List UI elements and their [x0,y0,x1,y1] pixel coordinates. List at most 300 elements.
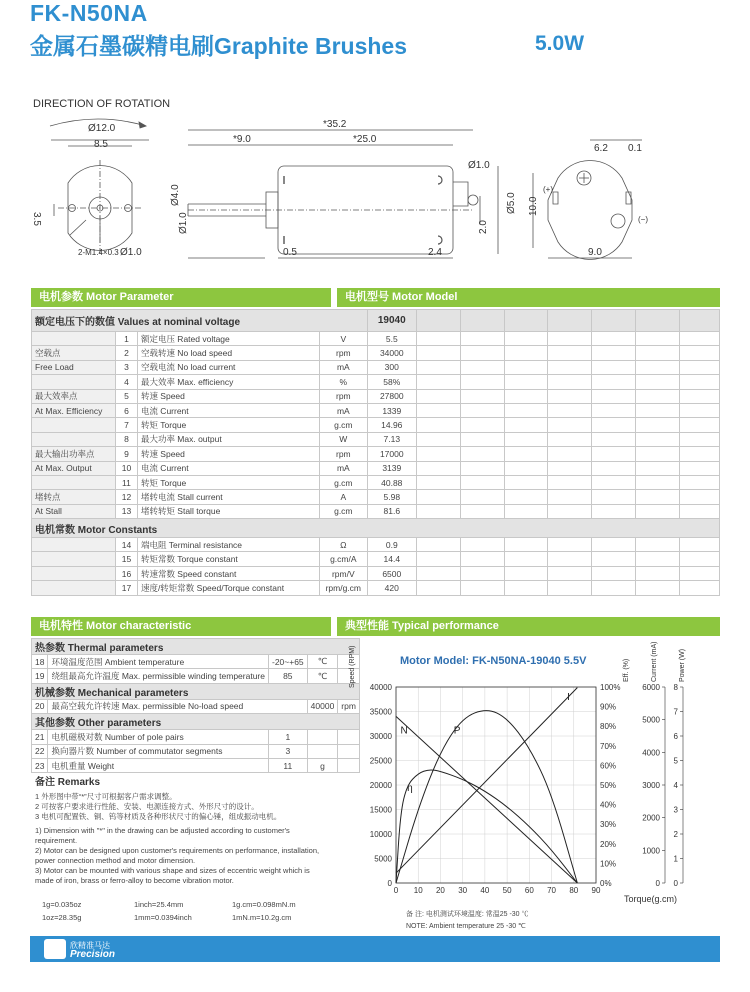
row-value: 81.6 [367,504,416,518]
speed-tick-label: 40000 [369,683,392,692]
row-group: At Max. Output [32,461,116,475]
empty-cell [636,581,680,595]
row-value: 7.13 [367,432,416,446]
series-line-eff [396,770,577,883]
nominal-header-row [32,310,720,332]
row-group: 最大效率点 [32,389,116,403]
unit-conv: 1g=0.035oz [42,900,82,909]
row-group: 最大输出功率点 [32,447,116,461]
empty-cell [504,375,548,389]
remark-en-1: 1) Dimension with "*" in the drawing can be adjusted according to customer's requirement. [35,826,290,845]
row-value: 14.4 [367,552,416,566]
row-number: 15 [115,552,137,566]
row-value: 1 [268,730,307,744]
empty-cell [416,447,460,461]
chart-ticks [370,683,679,895]
empty-cell [592,360,636,374]
dim-label: *9.0 [233,134,251,145]
current-tick-label: 3000 [642,781,660,790]
characteristic-row [32,655,360,669]
row-group [32,581,116,595]
motor-parameter-table [31,309,720,596]
empty-cell [592,504,636,518]
row-number: 8 [115,432,137,446]
empty-cell [460,375,504,389]
other-header: 其他参数 Other parameters [32,714,360,730]
parameter-row [32,360,720,374]
row-group [32,332,116,346]
constant-row [32,552,720,566]
x-tick-label: 40 [480,886,490,895]
row-name: 空载转速 No load speed [137,346,319,360]
empty-cell [636,332,680,346]
chart-note-cn: 备 注: 电机测试环境温度: 常温25 -30 ℃ [406,911,529,918]
row-value: 0.9 [367,538,416,552]
empty-cell [636,447,680,461]
row-number: 12 [115,490,137,504]
row-value: 5.5 [367,332,416,346]
row-value: 300 [367,360,416,374]
empty-cell [416,490,460,504]
speed-tick-label: 30000 [369,732,392,741]
chart-grid [396,687,596,883]
eff-tick-label: 20% [600,839,617,849]
empty-cell [416,552,460,566]
empty-cell [636,504,680,518]
row-number: 6 [115,403,137,417]
remark-en-2: 2) Motor can be designed upon customer's requirements on performance, installation, power connection method and motor dimension. [35,846,320,865]
terminal [453,182,468,206]
y-axis-label-power: Power (W) [679,648,686,682]
speed-tick-label: 35000 [369,707,392,717]
logo-text-cn: 欣精准马达 [70,941,110,950]
row-value: 5.98 [367,490,416,504]
empty-cell [592,418,636,432]
row-unit: mA [319,360,367,374]
parameter-row [32,432,720,446]
logo-text-en: Precision [70,949,116,960]
row-value: 17000 [367,447,416,461]
row-name: 电流 Current [137,403,319,417]
speed-tick-label: 15000 [369,805,392,815]
row-unit: V [319,332,367,346]
empty-cell [416,418,460,432]
row-value: -20~+65 [268,655,307,669]
empty-cell [592,346,636,360]
model-code: 19040 [367,310,416,332]
empty-cell [416,389,460,403]
empty-cell [548,332,592,346]
thermal-header: 热参数 Thermal parameters [32,639,360,655]
empty-cell [504,581,548,595]
power-tick-label: 2 [673,830,678,839]
row-group: 空载点 [32,346,116,360]
row-number: 10 [115,461,137,475]
power-tick-label: 0 [673,879,678,888]
dim-label: *35.2 [323,119,347,130]
eff-tick-label: 60% [600,761,617,771]
end-view-right [548,160,632,259]
empty-cell [680,504,720,518]
characteristic-row [32,730,360,744]
empty-cell [504,346,548,360]
empty-cell [548,566,592,580]
empty-cell [548,490,592,504]
row-number: 16 [115,566,137,580]
empty-cell [460,432,504,446]
dim-label: 10.0 [528,196,539,216]
row-name: 端电阻 Terminal resistance [137,538,319,552]
row-number: 2 [115,346,137,360]
empty-cell [416,375,460,389]
row-group: At Max. Efficiency [32,403,116,417]
characteristic-row [32,699,360,713]
motor-parameter-bar: 电机参数 Motor Parameter [31,288,331,307]
empty-cell [636,461,680,475]
empty-cell [460,538,504,552]
row-group [32,432,116,446]
empty-cell [592,389,636,403]
parameter-row [32,490,720,504]
empty-cell [592,581,636,595]
x-axis-label: Torque(g.cm) [624,894,678,904]
parameter-row [32,403,720,417]
empty-cell [680,375,720,389]
row-group [32,566,116,580]
dim-label: 0.1 [628,143,642,154]
empty-cell [416,346,460,360]
row-unit: g.cm/A [319,552,367,566]
row-value: 40000 [307,699,338,713]
power-tick-label: 6 [673,732,678,741]
speed-tick-label: 25000 [369,756,392,766]
empty-cell [416,332,460,346]
curve-label: η [407,782,413,794]
speed-tick-label: 5000 [374,854,392,864]
empty-cell [504,432,548,446]
current-tick-label: 5000 [642,715,660,725]
row-name: 转矩 Torque [137,418,319,432]
row-unit: rpm/g.cm [319,581,367,595]
parameter-row [32,475,720,489]
x-tick-label: 10 [413,886,423,895]
empty-cell [460,566,504,580]
row-number: 22 [32,744,48,758]
constant-row [32,581,720,595]
row-value: 40.88 [367,475,416,489]
empty-cell [460,403,504,417]
remark-en-3: 3) Motor can be mounted with various shape and sizes of eccentric weight which is made of iron, brass or ferro-alloy to become vibration motor. [35,866,310,885]
row-number: 7 [115,418,137,432]
series-line-current [396,688,577,874]
dim-label: *25.0 [353,134,377,145]
characteristic-row [32,669,360,683]
chart-curves [396,688,577,883]
row-number: 1 [115,332,137,346]
empty-cell [636,566,680,580]
empty-cell [460,490,504,504]
empty-cell [504,538,548,552]
dim-label: (−) [638,215,648,224]
row-group [32,418,116,432]
series-line-speed [396,716,577,883]
empty-cell [548,538,592,552]
x-tick-label: 0 [393,886,399,895]
parameter-row [32,389,720,403]
power-tick-label: 4 [673,781,678,790]
empty-cell [592,447,636,461]
dim-label: Ø1.0 [178,212,189,234]
empty-cell [504,504,548,518]
empty-cell [680,332,720,346]
empty-cell [416,475,460,489]
row-number: 4 [115,375,137,389]
series-line-power [396,711,577,883]
empty-cell [592,475,636,489]
row-value: 6500 [367,566,416,580]
empty-cell [548,389,592,403]
subtitle: 金属石墨碳精电刷Graphite Brushes [30,33,407,59]
empty-cell [680,403,720,417]
empty-cell [636,490,680,504]
empty-cell [680,346,720,360]
empty-cell [460,360,504,374]
empty-cell [504,552,548,566]
row-group: At Stall [32,504,116,518]
row-name: 转速常数 Speed constant [137,566,319,580]
empty-cell [636,346,680,360]
row-value: 3 [268,744,307,758]
row-unit: A [319,490,367,504]
empty-cell [592,432,636,446]
row-number: 23 [32,758,48,772]
empty-cell [548,432,592,446]
empty-cell [636,475,680,489]
row-unit: Ω [319,538,367,552]
footer-bar [30,936,720,962]
empty-cell [592,461,636,475]
x-tick-label: 70 [547,886,557,895]
row-name: 电流 Current [137,461,319,475]
row-unit: rpm [319,389,367,403]
empty-cell [504,461,548,475]
nominal-header: 额定电压下的数值 Values at nominal voltage [32,310,368,332]
eff-tick-label: 50% [600,781,617,790]
y-axis-label-speed: Speed (RPM) [349,645,356,688]
empty-cell [592,403,636,417]
empty-cell [680,538,720,552]
row-name: 换向器片数 Number of commutator segments [48,744,269,758]
eff-tick-label: 100% [600,683,621,692]
row-name: 电机磁极对数 Number of pole pairs [48,730,269,744]
unit-conv: 1mm=0.0394inch [134,913,192,922]
empty-cell [636,403,680,417]
empty-cell [416,360,460,374]
power-tick-label: 3 [673,805,678,815]
current-tick-label: 0 [655,879,660,888]
empty-cell [680,490,720,504]
row-unit: mA [319,403,367,417]
empty-cell [636,538,680,552]
row-name: 额定电压 Rated voltage [137,332,319,346]
dim-label: 2.0 [478,220,489,234]
row-name: 最高空载允许转速 Max. permissible No-load speed [48,699,307,713]
eff-tick-label: 40% [600,800,617,810]
empty-cell [592,552,636,566]
constant-row [32,566,720,580]
row-number: 17 [115,581,137,595]
empty-cell [504,475,548,489]
empty-cell [460,504,504,518]
curve-label: N [400,725,408,737]
remarks-title: 备注 Remarks [35,777,101,788]
empty-cell [636,360,680,374]
empty-cell [416,504,460,518]
mech-header: 机械参数 Mechanical parameters [32,683,360,699]
empty-cell [680,432,720,446]
empty-cell [680,566,720,580]
empty-cell [504,332,548,346]
row-unit [307,730,338,744]
x-tick-label: 50 [502,886,512,895]
row-number: 19 [32,669,48,683]
empty-cell [416,403,460,417]
row-unit: g.cm [319,475,367,489]
row-number: 13 [115,504,137,518]
dim-label: Ø5.0 [506,192,517,214]
empty-cell [460,475,504,489]
row-number: 11 [115,475,137,489]
row-value: 420 [367,581,416,595]
empty-cell [680,360,720,374]
unit-conv: 1mN.m=10.2g.cm [232,913,292,922]
motor-characteristic-bar: 电机特性 Motor characteristic [31,617,331,636]
empty-cell [680,461,720,475]
row-unit: rpm [338,699,360,713]
speed-tick-label: 10000 [369,830,392,839]
row-value: 11 [268,758,307,772]
empty-cell [548,375,592,389]
characteristic-row [32,744,360,758]
dim-label: 0.5 [283,247,297,258]
row-value: 27800 [367,389,416,403]
empty-cell [592,538,636,552]
row-unit: g [307,758,338,772]
empty-cell [636,552,680,566]
parameter-row [32,461,720,475]
row-unit: g.cm [319,418,367,432]
eff-tick-label: 0% [600,879,612,888]
dim-label: Ø1.0 [468,160,490,171]
x-tick-label: 80 [569,886,579,895]
dimension-drawing [28,108,728,278]
parameter-row [32,418,720,432]
empty-cell [548,346,592,360]
empty-cell [680,447,720,461]
dim-label: Ø4.0 [170,184,181,206]
row-number: 18 [32,655,48,669]
row-unit: ℃ [307,655,338,669]
empty-cell [504,403,548,417]
empty-cell [548,461,592,475]
row-name: 转矩 Torque [137,475,319,489]
empty-cell [416,461,460,475]
parameter-row [32,375,720,389]
model-title: FK-N50NA [30,0,148,26]
empty-cell [680,418,720,432]
row-name: 电机重量 Weight [48,758,269,772]
empty-cell [680,552,720,566]
company-logo-icon [44,939,66,959]
typical-performance-bar: 典型性能 Typical performance [337,617,720,636]
empty-cell [504,360,548,374]
row-value: 85 [268,669,307,683]
row-name: 转矩常数 Torque constant [137,552,319,566]
x-tick-label: 30 [458,886,468,895]
row-unit [307,744,338,758]
power-tick-label: 5 [673,756,678,766]
empty-cell [548,552,592,566]
row-unit: g.cm [319,504,367,518]
current-tick-label: 6000 [642,683,660,692]
empty-cell [592,566,636,580]
empty-cell [416,538,460,552]
power-rating: 5.0W [535,32,585,55]
empty-cell [680,475,720,489]
remarks [35,778,325,886]
row-number: 5 [115,389,137,403]
row-name: 转速 Speed [137,389,319,403]
row-number: 21 [32,730,48,744]
speed-tick-label: 20000 [369,781,392,790]
y-axis-label-current: Current (mA) [651,641,658,682]
empty-cell [504,389,548,403]
direction-label: DIRECTION OF ROTATION [33,98,171,110]
row-name: 最大功率 Max. output [137,432,319,446]
row-name: 堵转转矩 Stall torque [137,504,319,518]
row-name: 转速 Speed [137,447,319,461]
parameter-row [32,332,720,346]
dim-label: (+) [543,185,553,194]
x-tick-label: 90 [591,886,601,895]
power-tick-label: 1 [673,854,678,864]
empty-cell [548,360,592,374]
empty-cell [636,418,680,432]
empty-cell [416,581,460,595]
characteristic-table [31,638,360,773]
constants-header: 电机常数 Motor Constants [32,519,720,538]
row-unit: rpm [319,346,367,360]
motor-model-bar: 电机型号 Motor Model [337,288,720,307]
parameter-row [32,346,720,360]
row-group [32,538,116,552]
row-name: 环境温度范围 Ambient temperature [48,655,269,669]
empty-cell [680,389,720,403]
empty-cell [460,447,504,461]
empty-cell [592,332,636,346]
empty-cell [504,566,548,580]
empty-cell [416,566,460,580]
empty-cell [504,418,548,432]
eff-tick-label: 10% [600,859,617,869]
empty-cell [460,389,504,403]
parameter-row [32,504,720,518]
row-value: 14.96 [367,418,416,432]
dim-label: 2.4 [428,247,442,258]
empty-cell [548,403,592,417]
chart-note-en: NOTE: Ambient temperature 25 -30 ℃ [406,923,526,930]
row-name: 空载电流 No load current [137,360,319,374]
